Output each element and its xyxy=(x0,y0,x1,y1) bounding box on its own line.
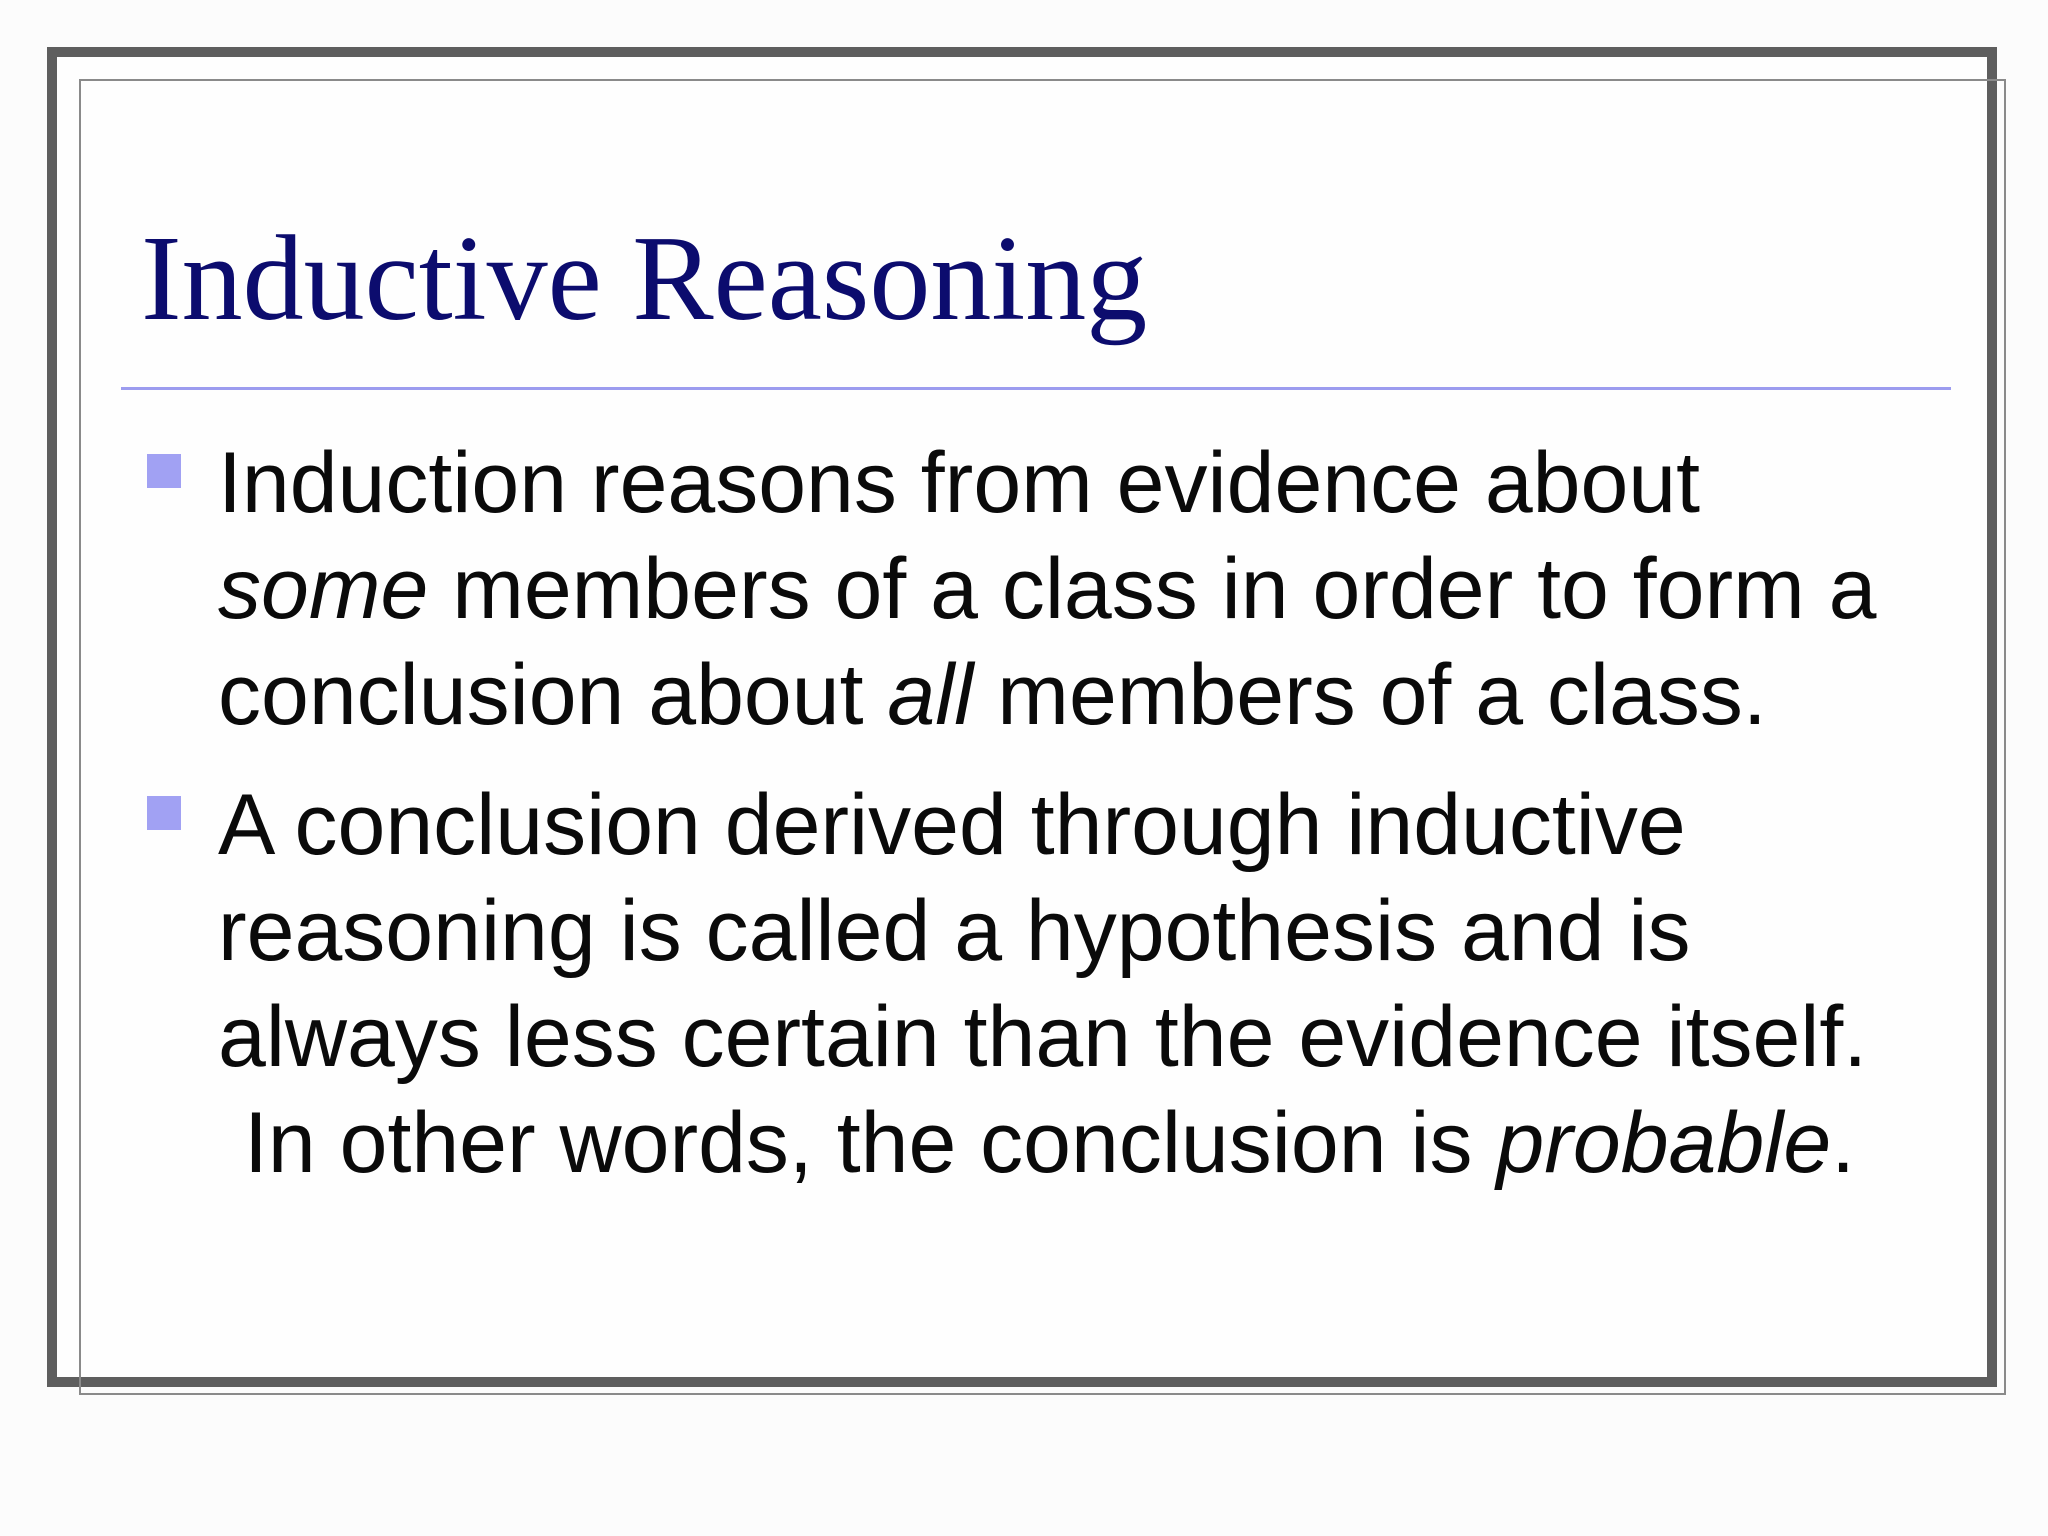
bullet-text: Induction reasons from evidence about xyxy=(218,435,1701,531)
bullet-text-line xyxy=(218,536,1947,642)
emphasized-text: probable xyxy=(1496,1095,1832,1191)
bullet-text-line xyxy=(218,1090,1947,1196)
bullet-text-line xyxy=(218,772,1947,878)
bullet-list xyxy=(147,430,1947,1196)
bullet-item xyxy=(147,772,1947,1196)
emphasized-text: all xyxy=(887,647,974,743)
bullet-text: reasoning is called a hypothesis and is xyxy=(218,883,1691,979)
bullet-text: always less certain than the evidence itself. xyxy=(218,989,1868,1085)
bullet-text: A conclusion derived through inductive xyxy=(218,777,1686,873)
bullet-text: In other words, the conclusion is xyxy=(244,1095,1497,1191)
square-bullet-icon xyxy=(147,454,181,488)
bullet-text-line xyxy=(218,984,1947,1090)
bullet-text: . xyxy=(1831,1095,1856,1191)
bullet-text: members of a class in order to form a xyxy=(428,541,1877,637)
bullet-text: members of a class. xyxy=(973,647,1767,743)
bullet-text-line xyxy=(218,642,1947,748)
square-bullet-icon xyxy=(147,796,181,830)
bullet-text: conclusion about xyxy=(218,647,888,743)
bullet-text-line xyxy=(218,430,1947,536)
emphasized-text: some xyxy=(218,541,429,637)
title-divider xyxy=(121,387,1951,390)
slide-title: Inductive Reasoning xyxy=(141,211,1148,346)
bullet-text-line xyxy=(218,878,1947,984)
bullet-item xyxy=(147,430,1947,748)
